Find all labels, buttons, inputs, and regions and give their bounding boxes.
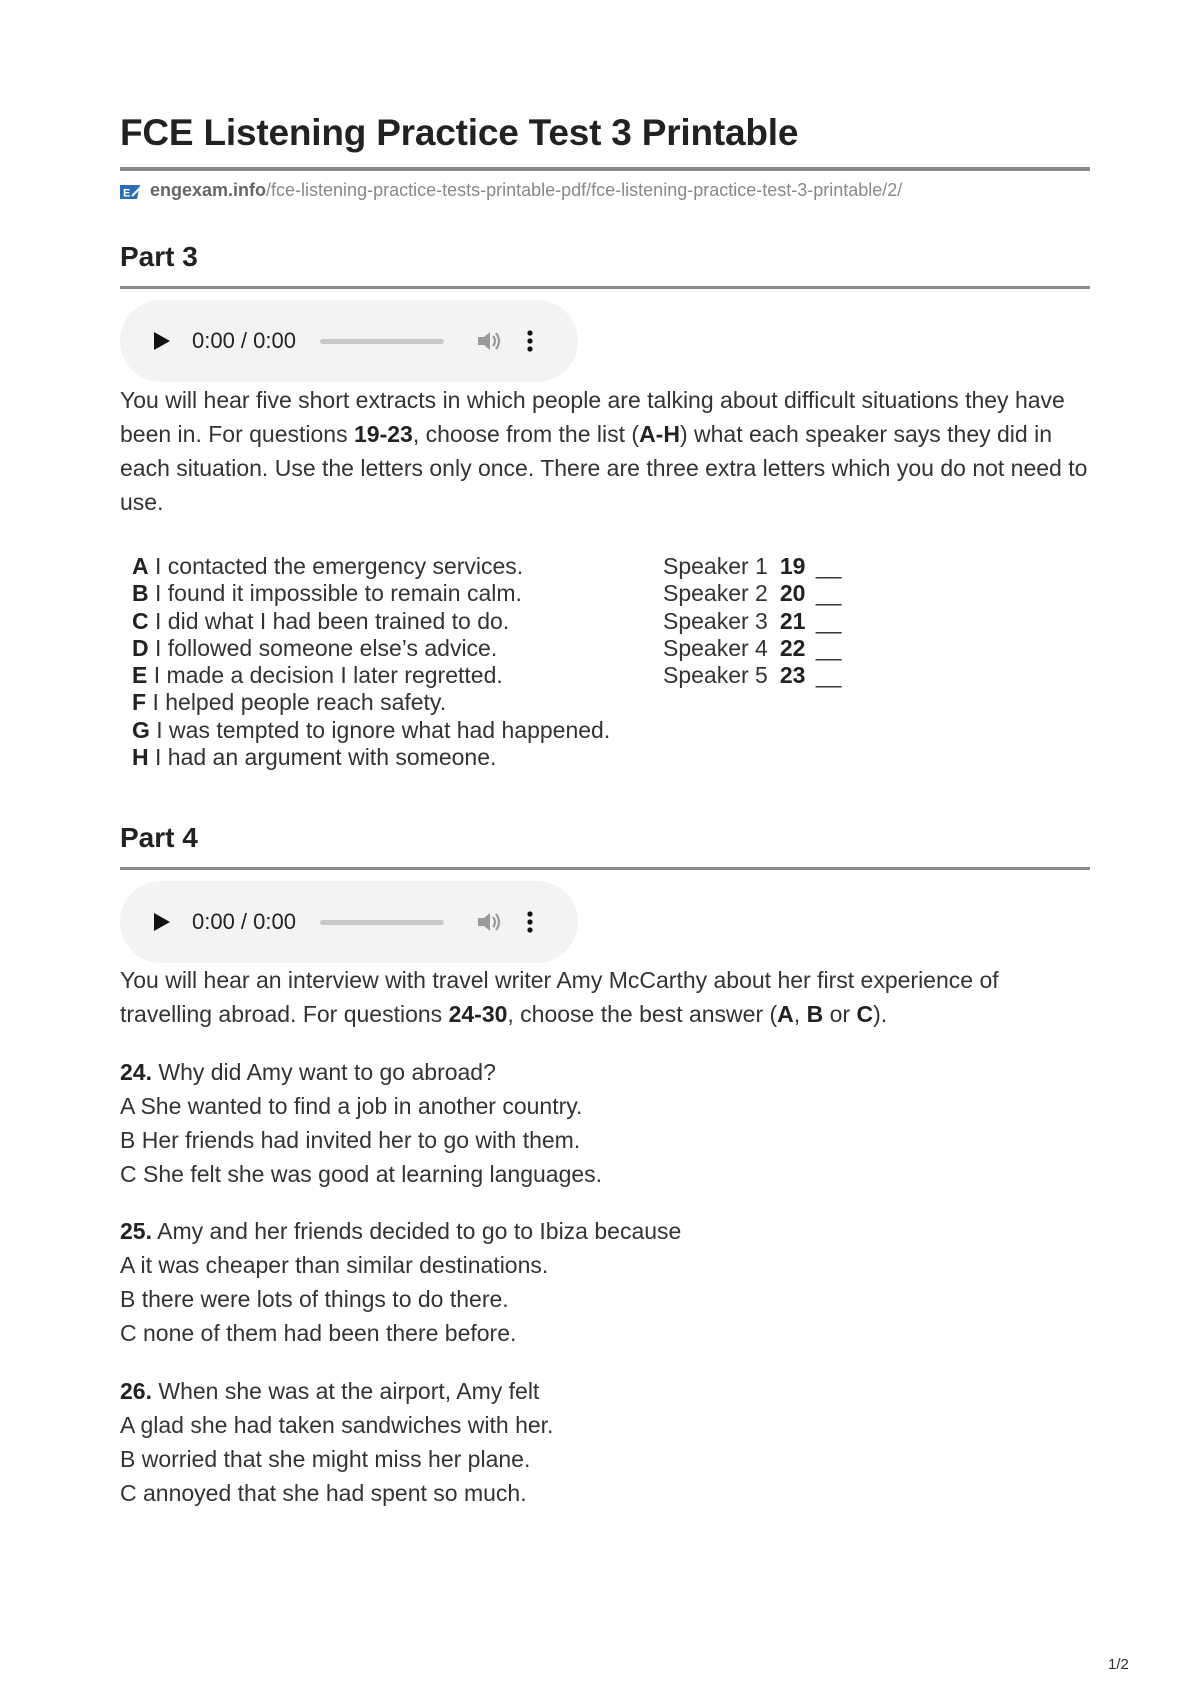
instructions-text: , (793, 1001, 807, 1027)
option-text: I was tempted to ignore what had happened. (149, 716, 611, 743)
part-3-instructions (120, 383, 1090, 519)
speaker-row (663, 608, 841, 635)
option-text: I followed someone else’s advice. (148, 634, 498, 661)
question-text: Why did Amy want to go abroad? (151, 1059, 496, 1085)
answer-letter: A (777, 1001, 794, 1027)
option-letter: B (132, 580, 149, 607)
answer-option[interactable]: C annoyed that she had spent so much. (120, 1480, 527, 1506)
play-icon[interactable] (150, 911, 172, 933)
question-stem (120, 1374, 553, 1408)
source-domain[interactable]: engexam.info (150, 180, 267, 200)
question-range: 24-30 (448, 1001, 508, 1027)
title-divider (120, 167, 1090, 171)
part-3-audio-player[interactable] (120, 300, 578, 382)
answer-option[interactable]: C She felt she was good at learning languages. (120, 1161, 603, 1187)
answer-blank[interactable]: __ (815, 553, 842, 579)
answer-blank[interactable]: __ (815, 662, 842, 689)
question-stem (120, 1214, 681, 1248)
answer-letter: B (806, 1001, 824, 1027)
instructions-text: ). (873, 1001, 888, 1027)
question-number: 23 (779, 662, 806, 689)
option-f (132, 689, 610, 716)
option-text: I had an argument with someone. (148, 744, 497, 771)
speaker-row (663, 635, 841, 662)
letter-range: A-H (639, 421, 680, 447)
instructions-text: ) what each speaker says they did in each situation. Use the letters only once. There are three extra letters which you do not need to use. (120, 421, 1088, 515)
svg-text:E: E (123, 187, 131, 199)
option-e (132, 662, 610, 689)
part-3-speakers-list (663, 553, 841, 689)
instructions-text: or (823, 1001, 857, 1027)
question-number: 22 (779, 634, 806, 661)
part-4-divider (120, 867, 1090, 870)
option-a (132, 553, 610, 580)
question-25 (120, 1214, 681, 1350)
speaker-row (663, 662, 841, 689)
instructions-text: , choose the best answer ( (507, 1001, 778, 1027)
speaker-label: Speaker 2 (663, 580, 768, 607)
speaker-row (663, 580, 841, 607)
speaker-row (663, 553, 841, 580)
audio-time: 0:00 / 0:00 (192, 909, 296, 934)
answer-option[interactable]: C none of them had been there before. (120, 1320, 517, 1346)
more-options-icon[interactable] (526, 911, 534, 933)
instructions-text: , choose from the list ( (412, 421, 640, 447)
page-title: FCE Listening Practice Test 3 Printable (120, 112, 799, 153)
part-3-options-list (132, 553, 610, 771)
instructions-text: You will hear an interview with travel writer Amy McCarthy about her first experience of travelling abroad. For questions (120, 967, 999, 1027)
more-options-icon[interactable] (526, 330, 534, 352)
part-3-divider (120, 286, 1090, 289)
source-path[interactable]: /fce-listening-practice-tests-printable-pdf/fce-listening-practice-test-3-printable/2/ (266, 180, 903, 200)
answer-blank[interactable]: __ (815, 607, 842, 634)
speaker-label: Speaker 4 (663, 634, 768, 661)
answer-option[interactable]: A glad she had taken sandwiches with her. (120, 1412, 554, 1438)
answer-option[interactable]: A it was cheaper than similar destinations. (120, 1252, 549, 1278)
question-range: 19-23 (353, 421, 413, 447)
option-letter: D (132, 634, 149, 661)
question-24 (120, 1055, 602, 1191)
question-number: 24. (120, 1059, 152, 1085)
option-letter: A (132, 553, 149, 579)
part-4-instructions (120, 963, 1090, 1031)
audio-time: 0:00 / 0:00 (192, 328, 296, 353)
play-icon[interactable] (150, 330, 172, 352)
option-text: I contacted the emergency services. (148, 553, 524, 579)
question-number: 19 (779, 553, 806, 579)
volume-icon[interactable] (476, 910, 502, 934)
option-c (132, 608, 610, 635)
answer-option[interactable]: B worried that she might miss her plane. (120, 1446, 531, 1472)
question-number: 26. (120, 1378, 152, 1404)
speaker-label: Speaker 5 (663, 662, 768, 689)
audio-progress-track[interactable] (320, 920, 444, 925)
question-stem (120, 1055, 602, 1089)
answer-blank[interactable]: __ (815, 634, 842, 661)
question-text: Amy and her friends decided to go to Ibiza because (151, 1218, 682, 1244)
speaker-label: Speaker 1 (663, 553, 768, 579)
question-text: When she was at the airport, Amy felt (151, 1378, 540, 1404)
option-text: I made a decision I later regretted. (147, 662, 503, 689)
option-letter: H (132, 744, 149, 771)
option-b (132, 580, 610, 607)
answer-option[interactable]: B there were lots of things to do there. (120, 1286, 509, 1312)
part-4-heading: Part 4 (120, 822, 198, 853)
option-text: I did what I had been trained to do. (148, 607, 510, 634)
option-letter: G (132, 716, 150, 743)
option-text: I found it impossible to remain calm. (148, 580, 522, 607)
option-letter: C (132, 607, 149, 634)
question-number: 20 (779, 580, 806, 607)
question-number: 25. (120, 1218, 152, 1244)
answer-blank[interactable]: __ (815, 580, 842, 607)
option-text: I helped people reach safety. (146, 689, 447, 716)
option-h (132, 744, 610, 771)
speaker-label: Speaker 3 (663, 607, 768, 634)
option-d (132, 635, 610, 662)
question-number: 21 (779, 607, 806, 634)
audio-progress-track[interactable] (320, 339, 444, 344)
answer-letter: C (856, 1001, 874, 1027)
volume-icon[interactable] (476, 329, 502, 353)
question-26 (120, 1374, 553, 1510)
answer-option[interactable]: A She wanted to find a job in another country. (120, 1093, 583, 1119)
part-3-heading: Part 3 (120, 241, 198, 272)
instructions-text: You will hear five short extracts in which people are talking about difficult situations they have been in. For questions (120, 387, 1065, 447)
option-g (132, 717, 610, 744)
engexam-logo-icon (120, 184, 142, 200)
answer-option[interactable]: B Her friends had invited her to go with them. (120, 1127, 581, 1153)
option-letter: F (132, 689, 147, 716)
page-number: 1/2 (1108, 1656, 1129, 1673)
option-letter: E (132, 662, 148, 689)
part-4-audio-player[interactable] (120, 881, 578, 963)
source-url[interactable] (120, 180, 902, 201)
